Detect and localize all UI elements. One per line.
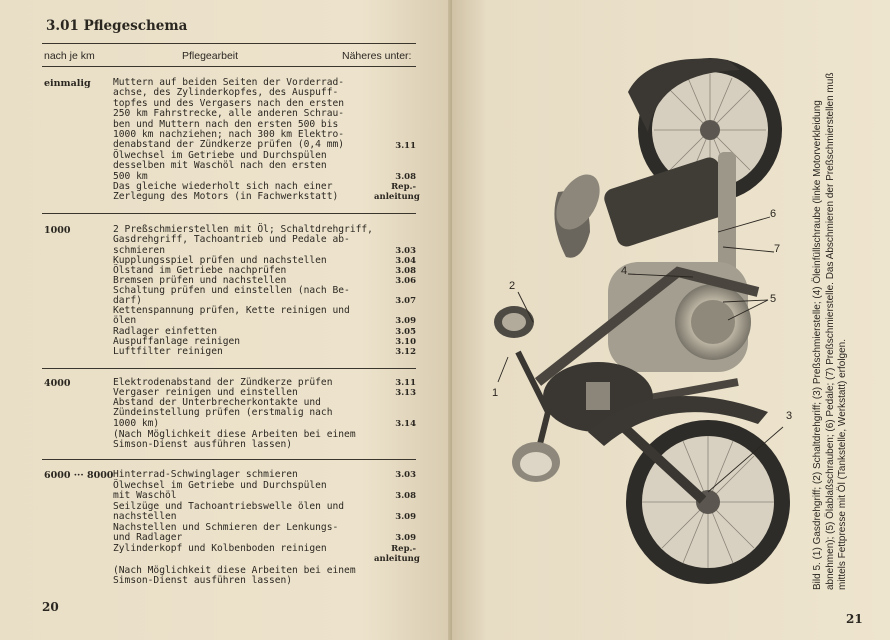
task-ref: 3.03 — [395, 470, 416, 480]
task-ref: 3.07 — [395, 296, 416, 306]
section-title: 3.01 Pflegeschema — [46, 18, 188, 34]
page-number-right: 21 — [846, 612, 863, 626]
task-ref: Rep.- anleitung — [374, 544, 420, 564]
callout-2: 2 — [509, 280, 516, 292]
task-item: Kettenspannung prüfen, Kette reinigen und ölen — [113, 305, 350, 327]
task-item: Das gleiche wiederholt sich nach einer Zerlegung des Motors (in Fachwerkstatt) — [113, 181, 339, 203]
task-ref: 3.05 — [395, 327, 416, 337]
task-ref: 3.14 — [395, 419, 416, 429]
task-ref: 3.09 — [395, 533, 416, 543]
rule-top — [42, 43, 416, 44]
callout-4: 4 — [621, 265, 628, 277]
task-item: Muttern auf beiden Seiten der Vorderrad- achse, des Zylinderkopfes, des Auspuff- topfes und des Vergasers nach den ersten 250 km Fahrstrecke, alle anderen Schrau- ben und Muttern nach den ersten 500 bis 1000 km nachziehen; nach 300 km Elektro- denabstand der Zündkerze prüfen (0,4 mm) — [113, 77, 345, 151]
front-wheel — [626, 420, 790, 584]
task-ref: 3.10 — [395, 337, 416, 347]
task-ref: 3.11 — [395, 141, 416, 151]
task-item: Elektrodenabstand der Zündkerze prüfen — [113, 377, 333, 388]
group-divider — [42, 368, 416, 369]
callout-1: 1 — [492, 387, 499, 399]
task-ref: 3.03 — [395, 246, 416, 256]
interval-label: 1000 — [44, 225, 71, 236]
callout-5: 5 — [770, 293, 777, 305]
group-divider — [42, 213, 416, 214]
task-item: Ölstand im Getriebe nachprüfen — [113, 265, 287, 276]
interval-label: 6000 ··· 8000 — [44, 470, 114, 481]
callout-7: 7 — [774, 243, 781, 255]
task-item: Zylinderkopf und Kolbenboden reinigen — [113, 543, 327, 554]
rule-header — [42, 66, 416, 67]
task-item: Bremsen prüfen und nachstellen — [113, 275, 287, 286]
task-item: (Nach Möglichkeit diese Arbeiten bei einem Simson-Dienst ausführen lassen) — [113, 429, 356, 451]
task-item: Seilzüge und Tachoantriebswelle ölen und nachstellen — [113, 501, 345, 523]
task-ref: 3.11 — [395, 378, 416, 388]
task-item: Vergaser reinigen und einstellen — [113, 387, 298, 398]
header-ref: Näheres unter: — [342, 50, 412, 62]
task-item: Luftfilter reinigen — [113, 346, 223, 357]
header-interval: nach je km — [44, 50, 95, 62]
task-ref: 3.09 — [395, 512, 416, 522]
task-item: Hinterrad-Schwinglager schmieren — [113, 469, 298, 480]
table-header — [44, 50, 414, 64]
task-ref: 3.09 — [395, 316, 416, 326]
task-ref: 3.06 — [395, 276, 416, 286]
header-task: Pflegearbeit — [182, 50, 239, 62]
task-item: Ölwechsel im Getriebe und Durchspülen desselben mit Waschöl nach den ersten 500 km — [113, 150, 327, 182]
task-ref: 3.12 — [395, 347, 416, 357]
task-ref: 3.04 — [395, 256, 416, 266]
task-item: Ölwechsel im Getriebe und Durchspülen mit Waschöl — [113, 480, 327, 502]
callout-3: 3 — [786, 410, 793, 422]
task-item: Schaltung prüfen und einstellen (nach Be- darf) — [113, 285, 350, 307]
task-item: Abstand der Unterbrecherkontakte und Zündeinstellung prüfen (erstmalig nach 1000 km) — [113, 397, 333, 429]
callout-6: 6 — [770, 208, 777, 220]
task-ref: 3.08 — [395, 491, 416, 501]
task-item: Kupplungsspiel prüfen und nachstellen — [113, 255, 327, 266]
task-item: 2 Preßschmierstellen mit Öl; Schaltdrehgriff, Gasdrehgriff, Tachoantrieb und Pedale ab- schmieren — [113, 224, 373, 256]
task-ref: 3.13 — [395, 388, 416, 398]
engine — [608, 262, 751, 372]
task-ref: Rep.- anleitung — [374, 182, 420, 202]
interval-label: einmalig — [44, 78, 91, 89]
moped-photo — [478, 52, 818, 592]
task-ref: 3.08 — [395, 172, 416, 182]
task-ref: 3.08 — [395, 266, 416, 276]
task-item: (Nach Möglichkeit diese Arbeiten bei einem Simson-Dienst ausführen lassen) — [113, 565, 356, 587]
group-divider — [42, 459, 416, 460]
task-item: Radlager einfetten — [113, 326, 217, 337]
task-item: Nachstellen und Schmieren der Lenkungs- und Radlager — [113, 522, 339, 544]
page-number-left: 20 — [42, 600, 59, 614]
figure-caption: Bild 5. (1) Gasdrehgriff; (2) Schaltdrehgriff; (3) Preßschmierstelle; (4) Öleinfüllschraube (linke Motorverkleidung abnehmen); (5) Ölablaßschrauben; (6) Pedale; (7) Preßschmierstelle. Das Abschmieren der Preßschmierstellen muß mittels Fettpresse mit Öl (Tankstelle, Werkstatt) erfolgen. — [812, 72, 848, 590]
interval-label: 4000 — [44, 378, 71, 389]
task-item: Auspuffanlage reinigen — [113, 336, 241, 347]
